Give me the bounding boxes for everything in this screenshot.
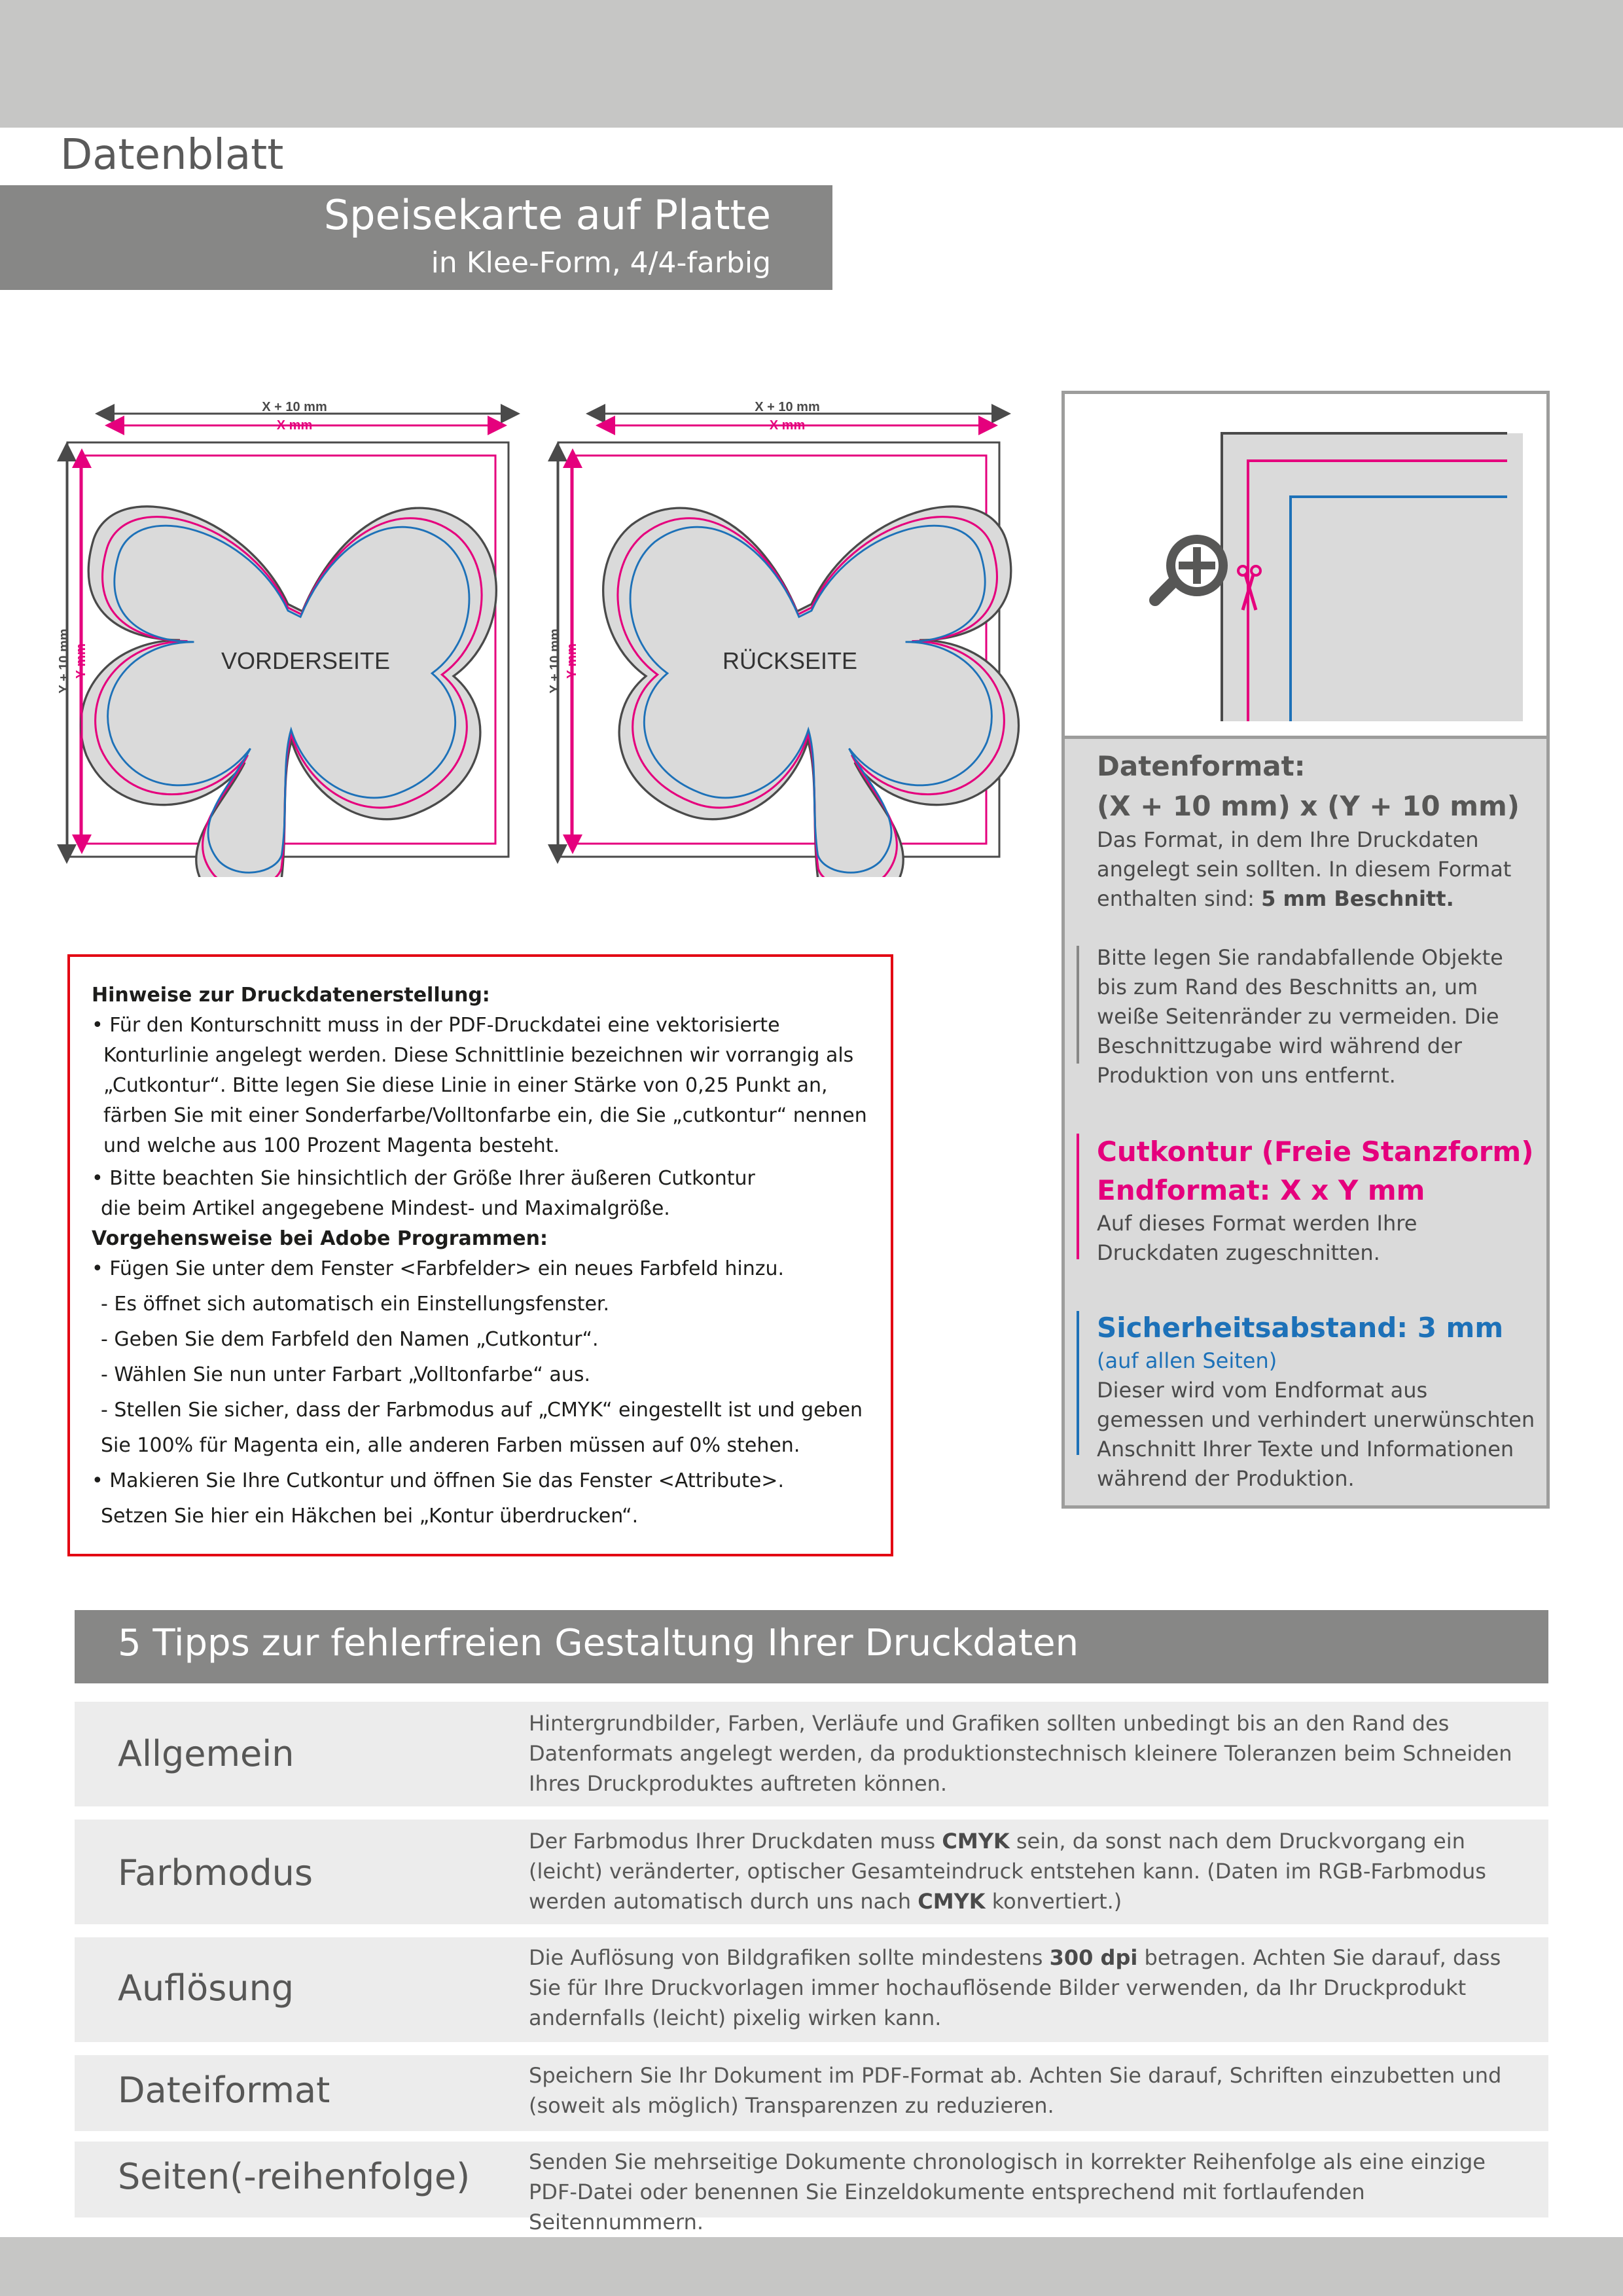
hint-heading: Vorgehensweise bei Adobe Programmen: xyxy=(92,1227,548,1250)
width-label-inner: X mm xyxy=(276,418,313,433)
cut-title: Cutkontur (Freie Stanzform) xyxy=(1097,1136,1534,1168)
datenformat-text xyxy=(1097,825,1535,914)
back-side-label: RÜCKSEITE xyxy=(722,647,858,674)
tip-text-part: betragen. Achten Sie darauf, dass Sie für Ihre Druckvorlagen immer hochauflösende Bilder verwenden, da Ihr Druckprodukt andernfalls (leicht) pixelig wirken kann. xyxy=(529,1945,1501,2030)
hint-line: • Bitte beachten Sie hinsichtlich der Größe Ihrer äußeren Cutkontur xyxy=(92,1167,755,1190)
hint-line: Konturlinie angelegt werden. Diese Schnittlinie bezeichnen wir vorrangig als xyxy=(103,1044,854,1067)
tip-text-part: konvertiert.) xyxy=(985,1889,1122,1914)
tip-text-part: sein, da sonst nach dem Druckvorgang ein (leicht) veränderter, optischer Gesamteindruck entstehen kann. (Daten im RGB-Farbmodus werden automatisch durch uns nach xyxy=(529,1829,1486,1914)
hint-line: • Für den Konturschnitt muss in der PDF-Druckdatei eine vektorisierte xyxy=(92,1014,780,1037)
height-label-outer: Y + 10 mm xyxy=(57,628,71,694)
clover-diagrams xyxy=(0,380,1021,877)
tip-text xyxy=(529,1826,1537,1916)
cut-format: Endformat: X x Y mm xyxy=(1097,1174,1425,1206)
product-variant: in Klee-Form, 4/4-farbig xyxy=(431,246,771,279)
hint-line: und welche aus 100 Prozent Magenta besteht. xyxy=(103,1134,560,1157)
bleed-note-bar xyxy=(1077,946,1079,1064)
bleed-note: Bitte legen Sie randabfallende Objekte bis zum Rand des Beschnitts an, um weiße Seitenränder zu vermeiden. Die Beschnittzugabe wird während der Produktion von uns entfernt. xyxy=(1097,945,1503,1088)
tip-text-part: Der Farbmodus Ihrer Druckdaten muss xyxy=(529,1829,942,1854)
hint-line: • Makieren Sie Ihre Cutkontur und öffnen Sie das Fenster <Attribute>. xyxy=(92,1469,784,1492)
diagram-front xyxy=(57,400,510,877)
tip-text-bold: 300 dpi xyxy=(1049,1945,1138,1970)
cut-bar xyxy=(1077,1134,1079,1259)
hint-line: die beim Artikel angegebene Mindest- und Maximalgröße. xyxy=(101,1197,670,1220)
safety-bar xyxy=(1077,1311,1079,1455)
tip-text: Senden Sie mehrseitige Dokumente chronologisch in korrekter Reihenfolge als eine einzige PDF-Datei oder benennen Sie Einzeldokumente entsprechend mit fortlaufenden Seitennummern. xyxy=(529,2149,1486,2234)
page-title: Datenblatt xyxy=(60,131,284,179)
tip-label: Dateiformat xyxy=(118,2070,330,2111)
safety-sub: (auf allen Seiten) xyxy=(1097,1348,1277,1373)
corner-detail-graphic xyxy=(1065,394,1546,736)
cut-text: Auf dieses Format werden Ihre Druckdaten zugeschnitten. xyxy=(1097,1211,1418,1265)
hint-line: „Cutkontur“. Bitte legen Sie diese Linie in einer Stärke von 0,25 Punkt an, xyxy=(103,1074,828,1097)
width-label-outer: X + 10 mm xyxy=(262,400,327,414)
tip-text: Speichern Sie Ihr Dokument im PDF-Format ab. Achten Sie darauf, Schriften einzubetten und (soweit als möglich) Transparenzen zu reduzieren. xyxy=(529,2063,1502,2118)
hint-line: Sie 100% für Magenta ein, alle anderen Farben müssen auf 0% stehen. xyxy=(101,1434,800,1457)
bottom-band xyxy=(0,2237,1623,2296)
hint-line: • Fügen Sie unter dem Fenster <Farbfelder> ein neues Farbfeld hinzu. xyxy=(92,1257,785,1280)
tip-text-bold: CMYK xyxy=(918,1889,986,1914)
safety-title: Sicherheitsabstand: 3 mm xyxy=(1097,1312,1504,1344)
hint-line: färben Sie mit einer Sonderfarbe/Volltonfarbe ein, die Sie „cutkontur“ nennen xyxy=(103,1104,867,1127)
hint-line: Setzen Sie hier ein Häkchen bei „Kontur überdrucken“. xyxy=(101,1505,639,1528)
safety-text: Dieser wird vom Endformat aus gemessen und verhindert unerwünschten Anschnitt Ihrer Texte und Informationen während der Produktion. xyxy=(1097,1378,1535,1491)
diagram-back xyxy=(548,400,1019,877)
hint-line: - Geben Sie dem Farbfeld den Namen „Cutkontur“. xyxy=(101,1328,599,1351)
tip-text: Hintergrundbilder, Farben, Verläufe und Grafiken sollten unbedingt bis an den Rand des Datenformats angelegt werden, da produktionstechnisch kleinere Toleranzen beim Schneiden Ihres Druckproduktes auftreten können. xyxy=(529,1711,1512,1796)
width-label-outer: X + 10 mm xyxy=(755,400,820,414)
tip-text xyxy=(529,1943,1537,2033)
height-label-outer: Y + 10 mm xyxy=(548,628,562,694)
tip-label: Allgemein xyxy=(118,1733,294,1774)
hint-line: - Stellen Sie sicher, dass der Farbmodus auf „CMYK“ eingestellt ist und geben xyxy=(101,1399,863,1422)
hint-line: - Es öffnet sich automatisch ein Einstellungsfenster. xyxy=(101,1293,610,1316)
zoom-detail xyxy=(1065,394,1546,736)
tip-label: Farbmodus xyxy=(118,1852,313,1893)
tip-text-bold: CMYK xyxy=(942,1829,1010,1854)
top-band xyxy=(0,0,1623,128)
width-label-inner: X mm xyxy=(769,418,806,433)
datenformat-formula: (X + 10 mm) x (Y + 10 mm) xyxy=(1097,790,1520,822)
hint-line: - Wählen Sie nun unter Farbart „Volltonfarbe“ aus. xyxy=(101,1363,590,1386)
datenformat-title: Datenformat: xyxy=(1097,750,1306,782)
tip-text-part: Die Auflösung von Bildgrafiken sollte mindestens xyxy=(529,1945,1050,1970)
datenformat-text-body: Das Format, in dem Ihre Druckdaten angelegt sein sollten. In diesem Format enthalten sind: xyxy=(1097,827,1512,911)
hint-heading: Hinweise zur Druckdatenerstellung: xyxy=(92,984,490,1007)
hint-content xyxy=(92,980,877,1532)
tip-label: Seiten(-reihenfolge) xyxy=(118,2156,471,2197)
tip-label: Auflösung xyxy=(118,1967,294,2009)
panel-divider xyxy=(1065,736,1546,739)
height-label-inner: Y mm xyxy=(74,643,88,679)
height-label-inner: Y mm xyxy=(565,643,579,679)
front-side-label: VORDERSEITE xyxy=(221,647,391,674)
tips-title: 5 Tipps zur fehlerfreien Gestaltung Ihrer Druckdaten xyxy=(118,1622,1079,1664)
product-title: Speisekarte auf Platte xyxy=(323,191,771,239)
datenformat-text-bleed: 5 mm Beschnitt. xyxy=(1261,886,1454,911)
